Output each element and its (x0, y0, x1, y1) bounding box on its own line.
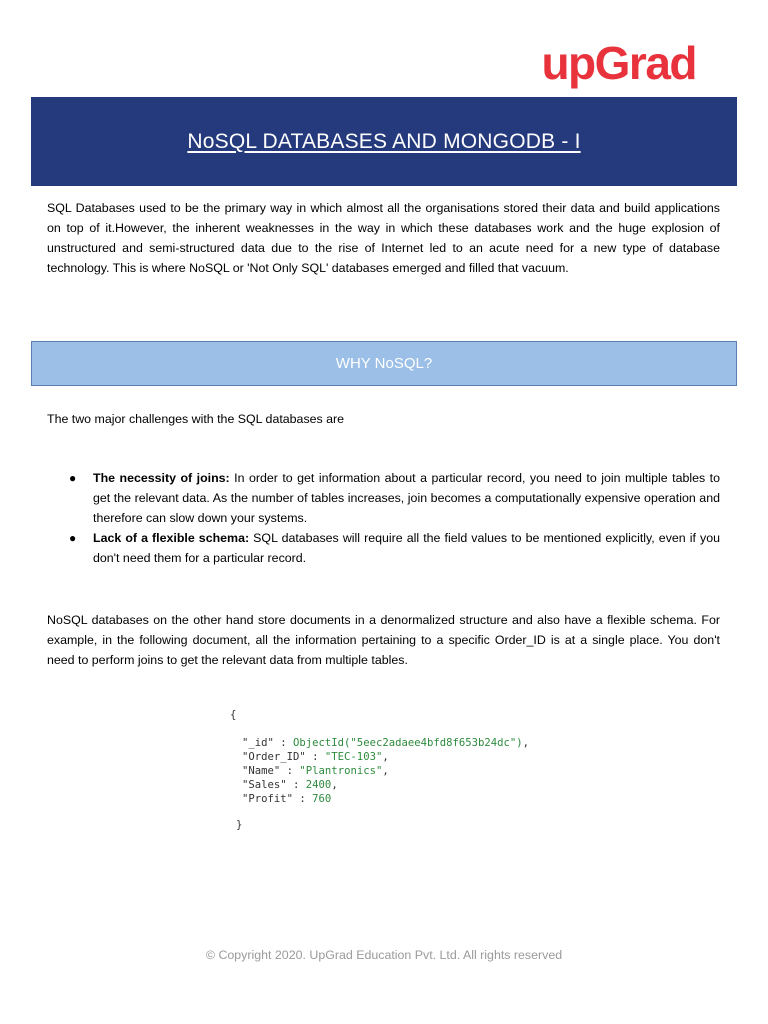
section-heading: WHY NoSQL? (335, 355, 433, 372)
code-line: "Name" : "Plantronics", (242, 765, 389, 777)
list-item-title: The necessity of joins: (93, 471, 230, 485)
code-sample (230, 708, 529, 832)
code-line: "Profit" : 760 (242, 793, 332, 805)
section-heading-bar (31, 341, 737, 386)
code-line: "Sales" : 2400, (242, 779, 338, 791)
challenges-intro: The two major challenges with the SQL databases are (47, 412, 345, 426)
copyright-footer: © Copyright 2020. UpGrad Education Pvt. Ltd. All rights reserved (205, 948, 563, 962)
list-item (47, 528, 720, 568)
list-item (47, 468, 720, 528)
challenges-list (47, 468, 720, 568)
list-item-text: In order to get information about a particular record, you need to join multiple tables to get the relevant data. As the number of tables increases, join becomes a computationally expensive operation and therefore can slow down your systems. (93, 471, 721, 525)
list-item-text: SQL databases will require all the field values to be mentioned explicitly, even if you don't need them for a particular record. (93, 531, 720, 565)
code-open-brace: { (230, 709, 237, 721)
intro-paragraph: SQL Databases used to be the primary way in which almost all the organisations stored their data and build applications on top of it.However, the inherent weaknesses in the way in which these databases work and the huge explosion of unstructured and semi-structured data due to the rise of Internet led to an acute need for a new type of database technology. This is where NoSQL or 'Not Only SQL' databases emerged and filled that vacuum. (47, 201, 720, 275)
upgrad-logo: upGrad (541, 37, 696, 89)
list-item-title: Lack of a flexible schema: (93, 531, 250, 545)
bullet-icon: ● (69, 471, 77, 485)
nosql-paragraph: NoSQL databases on the other hand store documents in a denormalized structure and also have a flexible schema. For example, in the following document, all the information pertaining to a specific Order_ID is at a single place. You don't need to perform joins to get the relevant data from multiple tables. (47, 613, 720, 667)
code-line: "_id" : ObjectId("5eec2adaee4bfd8f653b24dc"), (242, 737, 530, 749)
document-title: NoSQL DATABASES AND MONGODB - I (187, 129, 581, 153)
bullet-icon: ● (69, 531, 77, 545)
title-banner (31, 97, 737, 186)
code-line: "Order_ID" : "TEC-103", (242, 751, 389, 763)
code-close-brace: } (236, 819, 243, 831)
